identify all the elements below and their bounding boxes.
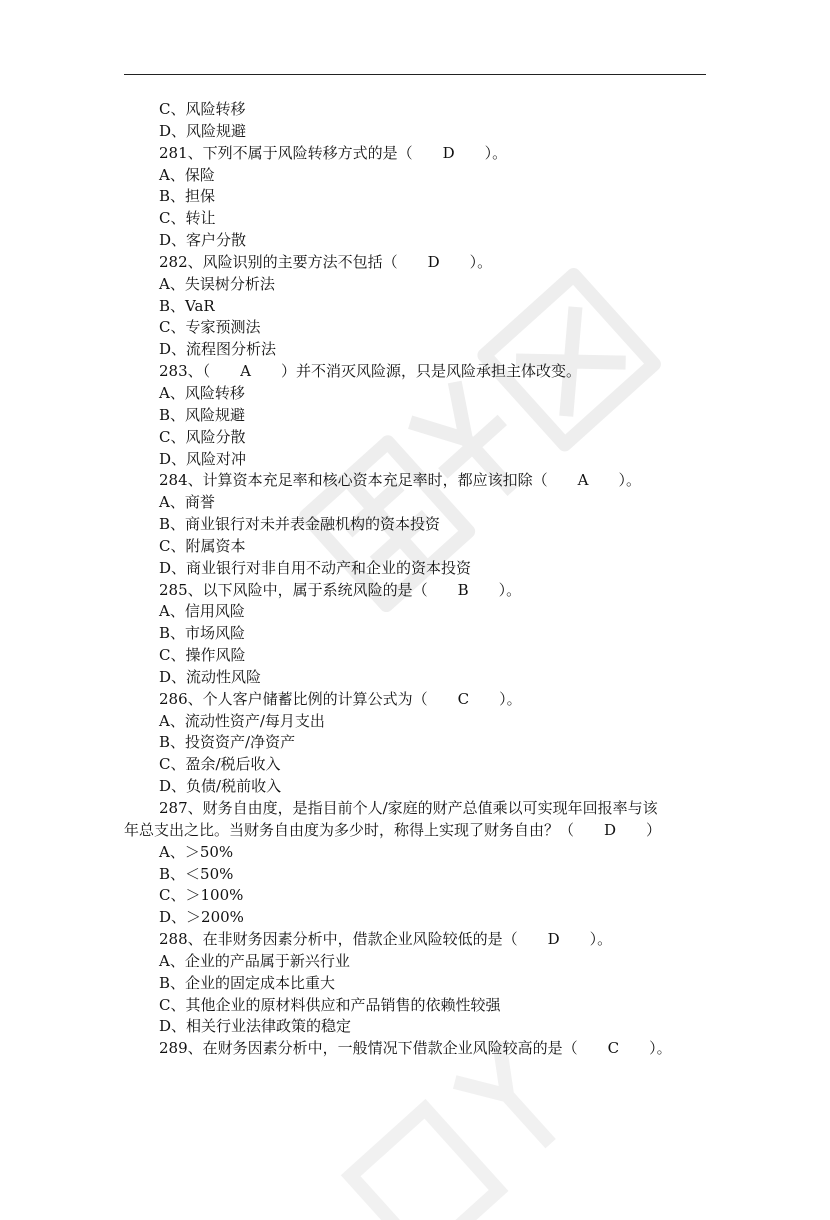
option-line: A、信用风险 bbox=[159, 602, 245, 621]
option-line: A、风险转移 bbox=[159, 383, 245, 402]
question-287: 287、财务自由度，是指目前个人/家庭的财产总值乘以可实现年回报率与该 bbox=[159, 799, 658, 817]
option-line: C、＞100% bbox=[159, 886, 244, 905]
option-line: B、风险规避 bbox=[159, 405, 246, 424]
option-line: D、风险对冲 bbox=[159, 449, 247, 468]
option-line: C、附属资本 bbox=[159, 536, 246, 555]
question-288: 288、在非财务因素分析中，借款企业风险较低的是（ D ）。 bbox=[159, 930, 613, 949]
option-line: A、＞50% bbox=[159, 842, 234, 861]
option-line: D、流程图分析法 bbox=[159, 340, 277, 359]
option-line: D、负债/税前收入 bbox=[159, 777, 282, 796]
option-line: A、企业的产品属于新兴行业 bbox=[159, 951, 350, 970]
question-281: 281、下列不属于风险转移方式的是（ D ）。 bbox=[159, 143, 508, 162]
option-line: C、操作风险 bbox=[159, 646, 246, 665]
option-line: D、风险规避 bbox=[159, 121, 247, 140]
option-line: C、其他企业的原材料供应和产品销售的依赖性较强 bbox=[159, 995, 501, 1014]
option-line: C、风险转移 bbox=[159, 100, 246, 118]
option-line: D、客户分散 bbox=[159, 231, 247, 250]
document-body bbox=[124, 99, 707, 1060]
option-line: B、商业银行对未并表金融机构的资本投资 bbox=[159, 515, 441, 534]
option-line: D、流动性风险 bbox=[159, 667, 262, 686]
option-line: C、风险分散 bbox=[159, 427, 246, 446]
option-line: B、担保 bbox=[159, 187, 216, 206]
option-line: B、投资资产/净资产 bbox=[159, 733, 296, 752]
option-line: C、专家预测法 bbox=[159, 318, 261, 337]
option-line: D、相关行业法律政策的稳定 bbox=[159, 1017, 352, 1036]
question-287-continuation: 年总支出之比。当财务自由度为多少时，称得上实现了财务自由？（ D ） bbox=[124, 820, 662, 839]
question-289: 289、在财务因素分析中，一般情况下借款企业风险较高的是（ C ）。 bbox=[159, 1039, 672, 1058]
option-line: A、流动性资产/每月支出 bbox=[159, 711, 325, 730]
header-rule bbox=[124, 74, 706, 75]
question-283: 283、（ A ）并不消灭风险源，只是风险承担主体改变。 bbox=[159, 362, 581, 381]
option-line: B、VaR bbox=[159, 296, 215, 315]
question-284: 284、计算资本充足率和核心资本充足率时，都应该扣除（ A ）。 bbox=[159, 471, 641, 490]
option-line: C、盈余/税后收入 bbox=[159, 755, 281, 774]
option-line: D、商业银行对非自用不动产和企业的资本投资 bbox=[159, 558, 472, 577]
option-line: B、＜50% bbox=[159, 864, 234, 883]
question-285: 285、以下风险中，属于系统风险的是（ B ）。 bbox=[159, 580, 522, 599]
option-line: D、＞200% bbox=[159, 908, 244, 927]
option-line: B、市场风险 bbox=[159, 624, 246, 643]
question-282: 282、风险识别的主要方法不包括（ D ）。 bbox=[159, 252, 493, 271]
question-286: 286、个人客户储蓄比例的计算公式为（ C ）。 bbox=[159, 689, 522, 708]
option-line: C、转让 bbox=[159, 209, 216, 228]
option-line: A、保险 bbox=[159, 165, 215, 184]
option-line: A、失误树分析法 bbox=[159, 274, 275, 293]
option-line: B、企业的固定成本比重大 bbox=[159, 973, 336, 992]
option-line: A、商誉 bbox=[159, 493, 215, 512]
